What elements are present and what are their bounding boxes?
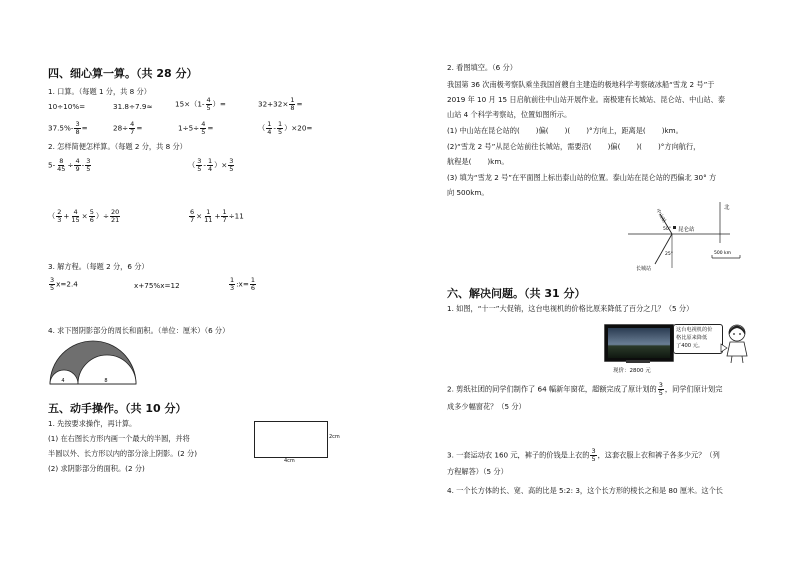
shaded-semicircle-figure — [48, 336, 146, 388]
fill-blank-2-cont: 航程是( )km。 — [447, 157, 509, 166]
sec5-step1-cont: 半圆以外、长方形以内的部分涂上阴影。(2 分) — [48, 449, 198, 458]
oral-calc-f: 28÷ $\frac{4}{7}$ = — [113, 120, 143, 136]
label-changcheng: 长城站 — [636, 266, 652, 272]
problem-3: 3. 一套运动衣 160 元，裤子的价钱是上衣的 $\frac{3}{5}$ ，这套衣服上衣和裤子各多少元？（列 — [447, 447, 720, 463]
sec5-step2: (2) 求阴影部分的面积。(2 分) — [48, 464, 145, 473]
oral-calc-a: 10÷10%= — [48, 102, 86, 111]
rect-height-label: 2cm — [329, 434, 340, 440]
rect-width-label: 4cm — [284, 458, 295, 464]
simplify-c: （ $\frac{2}{3}$ + $\frac{4}{15}$ × $\frac{5}{6}$ ）÷ $\frac{20}{21}$ — [48, 208, 120, 224]
problem-3-cont: 方程解答）（5 分） — [447, 467, 508, 476]
q4-label: 4. 求下图阴影部分的周长和面积。（单位：厘米）（6 分） — [48, 326, 230, 335]
tv-price: 现价：2800 元 — [613, 368, 651, 374]
q2-label: 2. 怎样简便怎样算。（每题 2 分，共 8 分） — [48, 142, 187, 151]
section-6-title: 六、解决问题。（共 31 分） — [447, 287, 586, 300]
scale-label: 500 km — [714, 251, 732, 256]
map-para-line2: 2019 年 10 月 15 日启航前往中山站开展作业。南极建有长城站、昆仑站、中山站、泰 — [447, 95, 726, 104]
sec5-step1: (1) 在右图长方形内画一个最大的半圆，并将 — [48, 434, 190, 443]
fill-blank-3-cont: 向 500km。 — [447, 188, 489, 197]
dim-large: 8 — [104, 378, 108, 384]
rectangle-figure — [254, 421, 328, 458]
oral-calc-d: 32+32× $\frac{1}{8}$ = — [258, 96, 303, 112]
equation-a: $\frac{3}{5}$ x=2.4 — [50, 276, 78, 292]
problem-1: 1. 如图，“十一”大促销，这台电视机的价格比原来降低了百分之几？（5 分） — [447, 304, 694, 313]
antarctic-station-map — [600, 198, 770, 276]
oral-calc-e: 37.5%- $\frac{3}{8}$ = — [48, 120, 88, 136]
girl-cartoon — [720, 322, 752, 364]
oral-calc-h: （ $\frac{1}{4}$ - $\frac{1}{5}$ ）×20= — [258, 120, 313, 136]
simplify-a: 5- $\frac{8}{45}$ ÷ $\frac{4}{9}$ - $\frac{3}{5}$ — [48, 157, 91, 173]
angle-50: 50° — [663, 227, 671, 232]
fill-blank-1: (1) 中山站在昆仑站的( )偏( )( )°方向上，距离是( )km。 — [447, 126, 683, 135]
simplify-d: $\frac{6}{7}$ × $\frac{1}{11}$ + $\frac{1}{7}$ ÷11 — [190, 208, 244, 224]
speech-bubble: 这台电视机的价 格比原来降低 了400 元。 — [673, 324, 723, 354]
fill-blank-3: (3) 填为“雪龙 2 号”在平面图上标出泰山站的位置。泰山站在昆仑站的西偏北 30° 方 — [447, 173, 717, 182]
section-5-title: 五、动手操作。（共 10 分） — [48, 402, 187, 415]
tv-image — [604, 324, 674, 362]
r-q2-label: 2. 看图填空。（6 分） — [447, 63, 517, 72]
label-north: 北 — [724, 205, 730, 211]
section-4-title: 四、细心算一算。（共 28 分） — [48, 67, 198, 80]
label-zhongshan: 中山站 — [654, 208, 667, 225]
map-para-line3: 山站 4 个科学考察站，位置如图所示。 — [447, 110, 572, 119]
problem-2: 2. 剪纸社团的同学们制作了 64 幅新年窗花，超额完成了原计划的 $\frac{3}{5}$ ，同学们原计划完 — [447, 381, 723, 397]
q3-label: 3. 解方程。（每题 2 分，6 分） — [48, 262, 149, 271]
sec5-intro: 1. 先按要求操作，再计算。 — [48, 419, 137, 428]
problem-2-cont: 成多少幅窗花？（5 分） — [447, 402, 526, 411]
map-para-line1: 我国第 36 次南极考察队乘坐我国首艘自主建造的极地科学考察破冰船“雪龙 2 号”于 — [447, 80, 715, 89]
equation-c: $\frac{1}{3}$ :x= $\frac{1}{6}$ — [230, 276, 255, 292]
problem-4: 4. 一个长方体的长、宽、高的比是 5:2: 3，这个长方形的棱长之和是 80 厘米。这个长 — [447, 486, 723, 495]
angle-25: 25° — [665, 252, 673, 257]
label-kunlun: 昆仑站 — [678, 227, 695, 233]
fill-blank-2: (2)“雪龙 2 号”从昆仑站前往长城站，需要沿( )偏( )( )°方向航行， — [447, 142, 701, 151]
tv-stand — [626, 360, 650, 363]
equation-b: x+75%x=12 — [134, 281, 180, 290]
oral-calc-c: 15×（1- $\frac{4}{5}$ ）= — [175, 96, 226, 112]
q1-label: 1. 口算。（每题 1 分，共 8 分） — [48, 87, 151, 96]
dim-small: 4 — [61, 378, 65, 384]
simplify-b: （ $\frac{3}{5}$ - $\frac{1}{4}$ ）× $\frac{3}{5}$ — [188, 157, 234, 173]
oral-calc-b: 31.8÷7.9≈ — [113, 102, 153, 111]
oral-calc-g: 1÷5÷ $\frac{4}{5}$ = — [178, 120, 214, 136]
